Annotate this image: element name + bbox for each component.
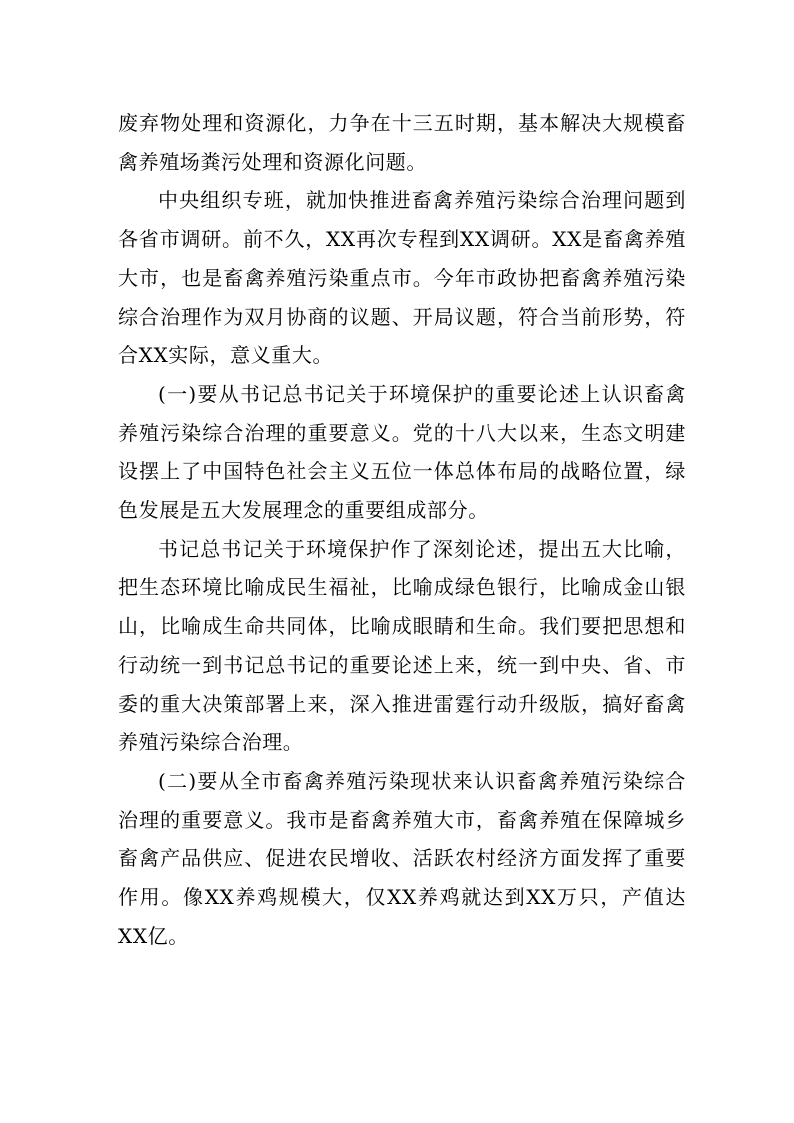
paragraph-1: 废弃物处理和资源化，力争在十三五时期，基本解决大规模畜禽养殖场粪污处理和资源化问题。 [118,111,686,174]
paragraph-4: 书记总书记关于环境保护作了深刻论述，提出五大比喻，把生态环境比喻成民生福祉，比喻成绿色银行，比喻成金山银山，比喻成生命共同体，比喻成眼睛和生命。我们要把思想和行动统一到书记总书记的重要论述上来，统一到中央、省、市委的重大决策部署上来，深入推进雷霆行动升级版，搞好畜禽养殖污染综合治理。 [118,536,686,755]
document-body [118,104,686,955]
paragraph-5: (二)要从全市畜禽养殖污染现状来认识畜禽养殖污染综合治理的重要意义。我市是畜禽养殖大市，畜禽养殖在保障城乡畜禽产品供应、促进农民增收、活跃农村经济方面发挥了重要作用。像XX养鸡规模大，仅XX养鸡就达到XX万只，产值达XX亿。 [118,768,686,948]
paragraph-3: (一)要从书记总书记关于环境保护的重要论述上认识畜禽养殖污染综合治理的重要意义。党的十八大以来，生态文明建设摆上了中国特色社会主义五位一体总体布局的战略位置，绿色发展是五大发展理念的重要组成部分。 [118,381,686,523]
paragraph-2: 中央组织专班，就加快推进畜禽养殖污染综合治理问题到各省市调研。前不久，XX再次专程到XX调研。XX是畜禽养殖大市，也是畜禽养殖污染重点市。今年市政协把畜禽养殖污染综合治理作为双月协商的议题、开局议题，符合当前形势，符合XX实际，意义重大。 [118,188,686,368]
